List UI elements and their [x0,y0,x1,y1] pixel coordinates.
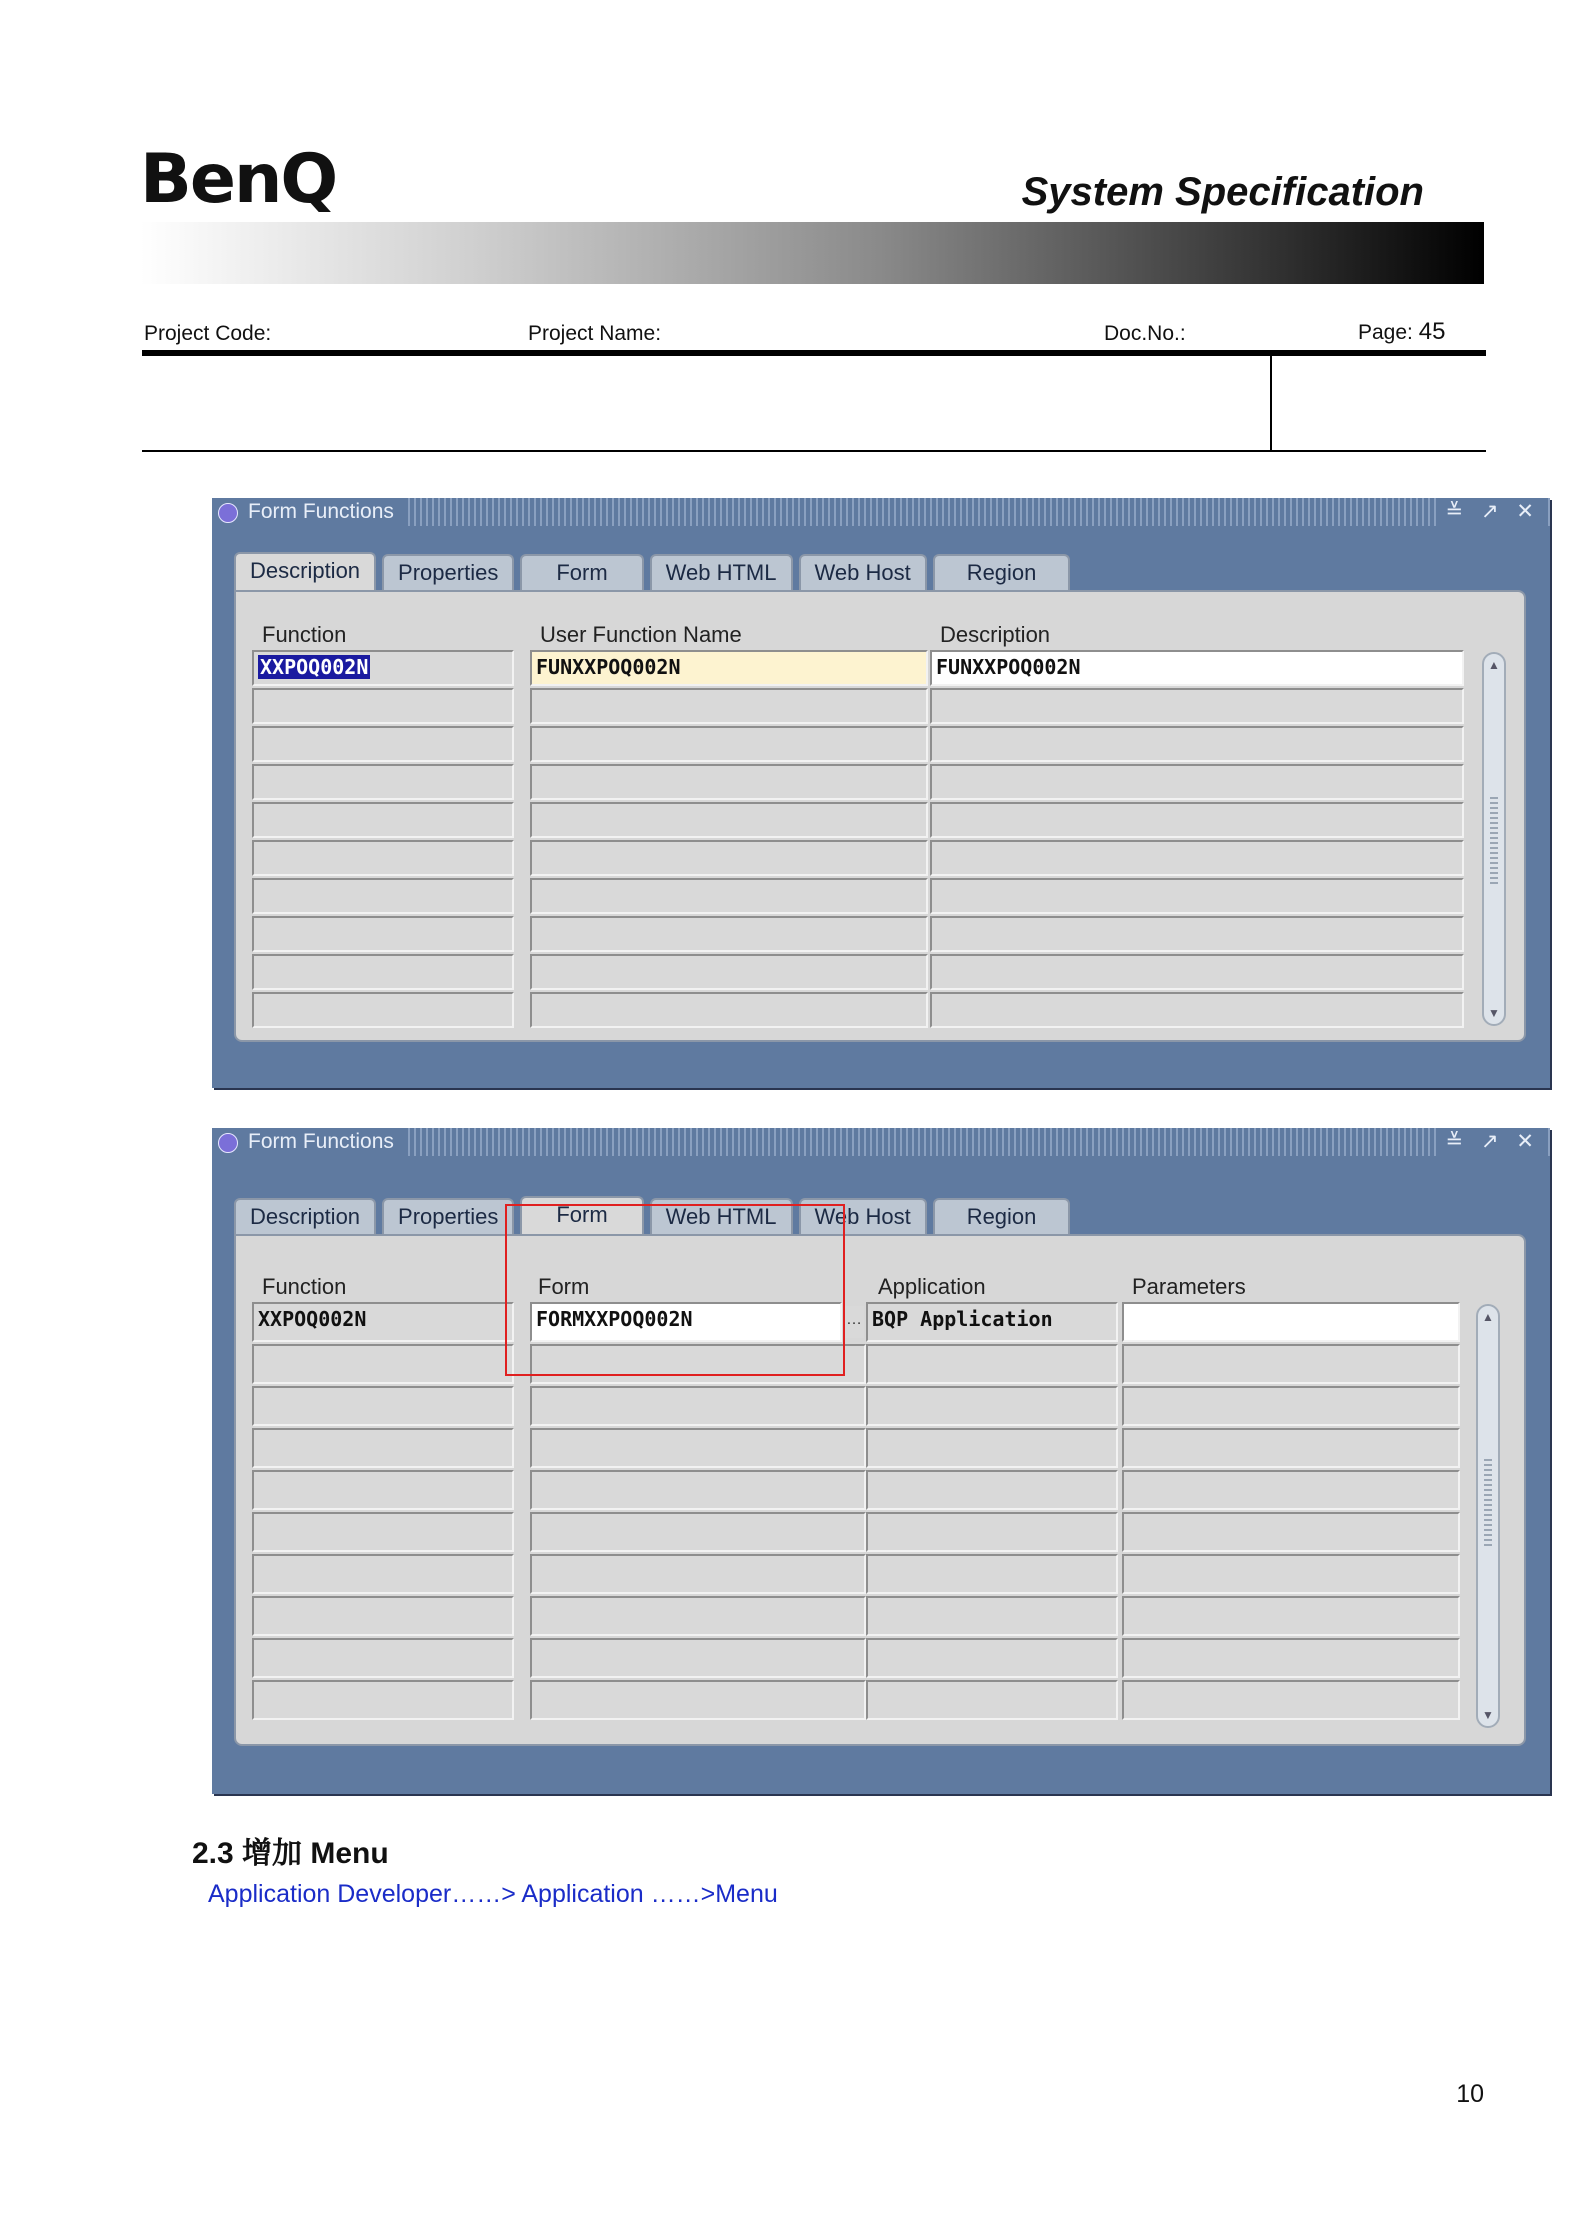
empty-cell[interactable] [530,726,928,762]
tab-description[interactable]: Description [234,552,376,592]
empty-cell[interactable] [252,726,514,762]
doc-no-label: Doc.No.: [1104,322,1186,345]
tab-properties[interactable]: Properties [382,554,514,592]
tab-description[interactable]: Description [234,1198,376,1236]
empty-cell[interactable] [530,1470,866,1510]
column-header-function: Function [262,622,347,647]
window-titlebar[interactable] [212,1128,1550,1156]
tab-web-html[interactable]: Web HTML [650,554,793,592]
benq-logo: BenQ [140,140,337,219]
empty-cell[interactable] [1122,1512,1460,1552]
tab-web-host[interactable]: Web Host [799,1198,927,1236]
empty-cell[interactable] [252,1344,514,1384]
description-cell[interactable]: FUNXXPOQ002N [930,650,1464,686]
empty-cell[interactable] [530,954,928,990]
vertical-scrollbar[interactable] [1476,1304,1500,1728]
tab-form[interactable]: Form [520,1196,643,1236]
empty-cell[interactable] [866,1554,1118,1594]
empty-cell[interactable] [866,1344,1118,1384]
empty-cell[interactable] [1122,1470,1460,1510]
column-header-parameters: Parameters [1132,1274,1246,1299]
empty-cell[interactable] [530,1680,866,1720]
highlight-box [505,1204,845,1376]
scroll-down-icon[interactable]: ▼ [1482,1708,1494,1722]
window-title: Form Functions [212,1128,408,1156]
scroll-up-icon[interactable]: ▲ [1488,658,1500,672]
empty-cell[interactable] [1122,1596,1460,1636]
column-header-user-function-name: User Function Name [540,622,742,647]
header-gradient-bar [140,222,1484,284]
tab-region[interactable]: Region [933,554,1071,592]
form-panel [234,1234,1526,1746]
document-title: System Specification [1021,170,1424,214]
scroll-up-icon[interactable]: ▲ [1482,1310,1494,1324]
empty-cell[interactable] [866,1470,1118,1510]
empty-cell[interactable] [252,1428,514,1468]
empty-cell[interactable] [930,992,1464,1028]
form-cell[interactable]: FORMXXPOQ002N [530,1302,842,1342]
function-cell[interactable] [252,650,514,686]
empty-cell[interactable] [252,954,514,990]
empty-cell[interactable] [930,726,1464,762]
empty-cell[interactable] [252,840,514,876]
empty-cell[interactable] [930,916,1464,952]
window-titlebar[interactable] [212,498,1550,526]
empty-cell[interactable] [930,954,1464,990]
column-header-form: Form [538,1274,590,1299]
empty-cell[interactable] [1122,1638,1460,1678]
empty-cell[interactable] [530,688,928,724]
tab-properties[interactable]: Properties [382,1198,514,1236]
project-name-label: Project Name: [528,322,662,345]
empty-cell[interactable] [866,1386,1118,1426]
oracle-window-icon [218,503,238,523]
scroll-grip[interactable] [1490,794,1498,884]
window-controls[interactable]: ≚ ↗ ✕ [1440,1128,1546,1156]
window-title: Form Functions [212,498,408,526]
tab-web-html[interactable]: Web HTML [650,1198,793,1236]
form-functions-window-2 [212,1128,1550,1794]
empty-cell[interactable] [252,1470,514,1510]
window-controls[interactable]: ≚ ↗ ✕ [1440,498,1546,526]
page-value: 45 [1418,318,1446,345]
empty-cell[interactable] [1122,1554,1460,1594]
empty-cell[interactable] [252,1386,514,1426]
empty-cell[interactable] [866,1680,1118,1720]
application-cell[interactable]: BQP Application [866,1302,1118,1342]
empty-cell[interactable] [530,878,928,914]
column-header-function: Function [262,1274,347,1299]
column-header-description: Description [940,622,1051,647]
project-code-label: Project Code: [144,322,272,345]
empty-cell[interactable] [252,992,514,1028]
page-number: 10 [1456,2080,1484,2108]
empty-cell[interactable] [252,1680,514,1720]
empty-cell[interactable] [530,802,928,838]
header-bottom-rule [142,450,1486,452]
page-field [1358,318,1445,346]
empty-cell[interactable] [252,1512,514,1552]
scroll-grip[interactable] [1484,1456,1492,1546]
list-of-values-button[interactable]: … [844,1306,864,1338]
empty-cell[interactable] [1122,1386,1460,1426]
empty-cell[interactable] [530,1512,866,1552]
empty-cell[interactable] [866,1512,1118,1552]
tab-web-host[interactable]: Web Host [799,554,927,592]
user-function-name-cell[interactable]: FUNXXPOQ002N [530,650,928,686]
empty-cell[interactable] [252,1554,514,1594]
header-rule [142,350,1486,356]
empty-cell[interactable] [930,878,1464,914]
empty-cell[interactable] [252,1638,514,1678]
function-value-selected: XXPOQ002N [260,655,369,679]
function-cell[interactable]: XXPOQ002N [252,1302,514,1342]
empty-cell[interactable] [530,840,928,876]
empty-cell[interactable] [530,1554,866,1594]
empty-cell[interactable] [530,1386,866,1426]
empty-cell[interactable] [866,1638,1118,1678]
tab-form[interactable]: Form [520,554,643,592]
empty-cell[interactable] [930,802,1464,838]
header-divider [1270,356,1272,452]
empty-cell[interactable] [1122,1344,1460,1384]
empty-cell[interactable] [252,916,514,952]
scroll-down-icon[interactable]: ▼ [1488,1006,1500,1020]
description-panel [234,590,1526,1042]
empty-cell[interactable] [530,764,928,800]
empty-cell[interactable] [252,802,514,838]
empty-cell[interactable] [252,1596,514,1636]
navigation-path: Application Developer……> Application ……>Menu [208,1880,778,1908]
tab-strip [234,554,1070,590]
empty-cell[interactable] [866,1428,1118,1468]
empty-cell[interactable] [530,916,928,952]
oracle-window-icon [218,1133,238,1153]
empty-cell[interactable] [930,764,1464,800]
empty-cell[interactable] [530,1638,866,1678]
column-header-application: Application [878,1274,986,1299]
empty-cell[interactable] [252,878,514,914]
empty-cell[interactable] [866,1596,1118,1636]
empty-cell[interactable] [930,840,1464,876]
empty-cell[interactable] [930,688,1464,724]
empty-cell[interactable] [530,1596,866,1636]
parameters-cell[interactable] [1122,1302,1460,1342]
vertical-scrollbar[interactable] [1482,652,1506,1026]
empty-cell[interactable] [530,992,928,1028]
form-functions-window-1 [212,498,1550,1088]
section-heading: 2.3 增加 Menu [192,1837,389,1870]
page-label: Page: [1358,321,1413,344]
empty-cell[interactable] [1122,1428,1460,1468]
empty-cell[interactable] [252,688,514,724]
empty-cell[interactable] [252,764,514,800]
tab-region[interactable]: Region [933,1198,1071,1236]
empty-cell[interactable] [530,1428,866,1468]
empty-cell[interactable] [1122,1680,1460,1720]
